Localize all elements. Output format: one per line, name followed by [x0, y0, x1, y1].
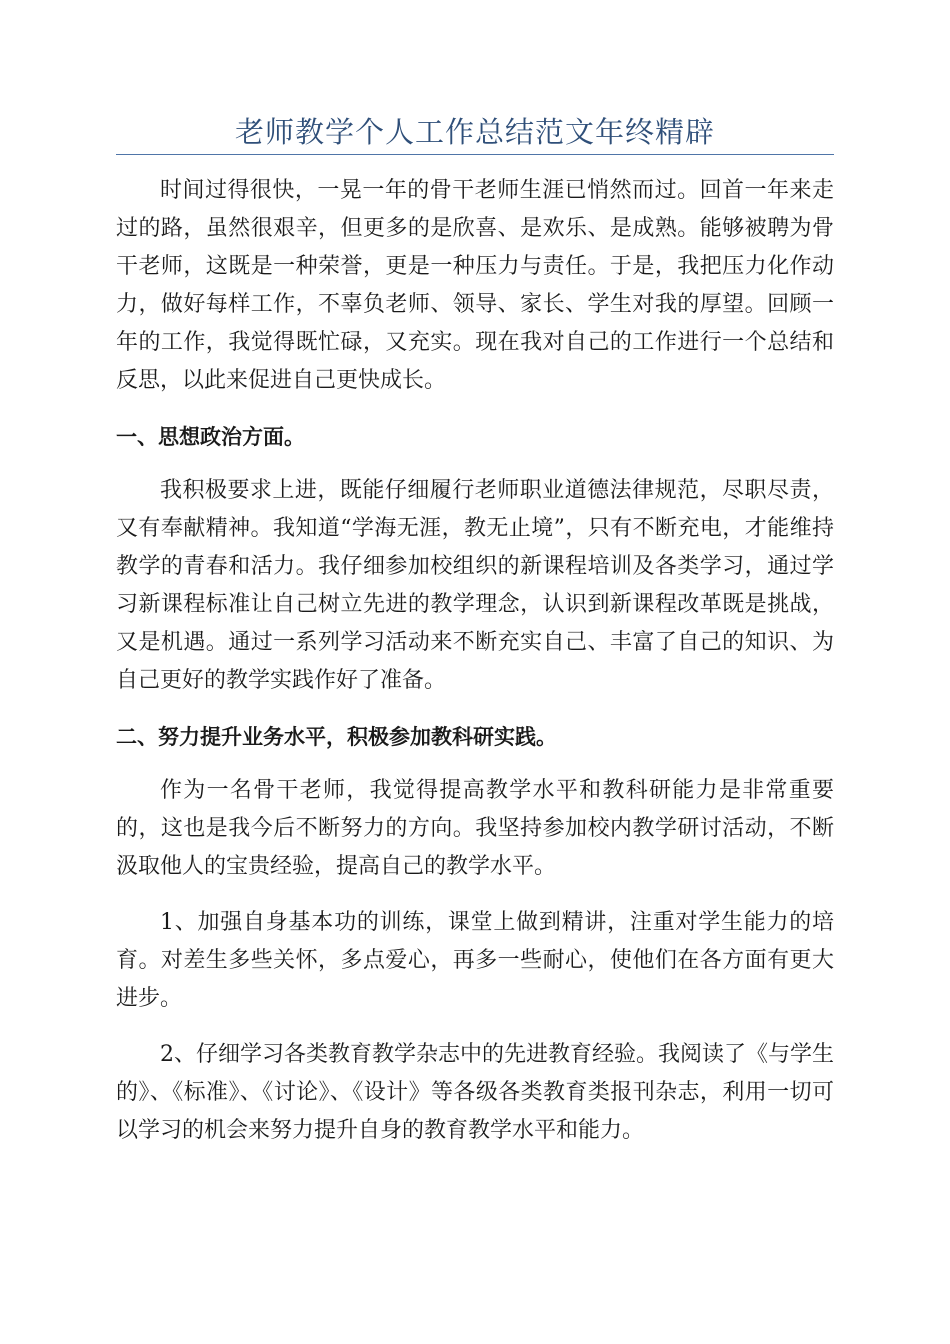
document-body — [116, 172, 834, 1150]
section-2-paragraph: 作为一名骨干老师，我觉得提高教学水平和教科研能力是非常重要的，这也是我今后不断努力的方向。我坚持参加校内教学研讨活动，不断汲取他人的宝贵经验，提高自己的教学水平。 — [116, 778, 834, 879]
section-2-item-1: 1、加强自身基本功的训练，课堂上做到精讲，注重对学生能力的培育。对差生多些关怀，多点爱心，再多一些耐心，使他们在各方面有更大进步。 — [116, 910, 834, 1011]
spacer — [116, 1018, 834, 1036]
spacer — [116, 456, 834, 472]
spacer — [116, 756, 834, 772]
spacer — [116, 886, 834, 904]
section-1-heading: 一、思想政治方面。 — [116, 425, 305, 449]
section-2-heading: 二、努力提升业务水平，积极参加教科研实践。 — [116, 725, 557, 749]
document-title: 老师教学个人工作总结范文年终精辟 — [234, 115, 715, 149]
intro-paragraph: 时间过得很快，一晃一年的骨干老师生涯已悄然而过。回首一年来走过的路，虽然很艰辛，但更多的是欣喜、是欢乐、是成熟。能够被聘为骨干老师，这既是一种荣誉，更是一种压力与责任。于是，我把压力化作动力，做好每样工作，不辜负老师、领导、家长、学生对我的厚望。回顾一年的工作，我觉得既忙碌，又充实。现在我对自己的工作进行一个总结和反思，以此来促进自己更快成长。 — [116, 178, 834, 393]
section-1-paragraph: 我积极要求上进，既能仔细履行老师职业道德法律规范，尽职尽责，又有奉献精神。我知道“学海无涯，教无止境”，只有不断充电，才能维持教学的青春和活力。我仔细参加校组织的新课程培训及各类学习，通过学习新课程标准让自己树立先进的教学理念，认识到新课程改革既是挑战，又是机遇。通过一系列学习活动来不断充实自己、丰富了自己的知识、为自己更好的教学实践作好了准备。 — [116, 478, 834, 693]
spacer — [116, 700, 834, 718]
title-underline — [116, 154, 834, 155]
section-2-item-2: 2、仔细学习各类教育教学杂志中的先进教育经验。我阅读了《与学生的》、《标准》、《讨论》、《设计》等各级各类教育类报刊杂志，利用一切可以学习的机会来努力提升自身的教育教学水平和能力。 — [116, 1042, 834, 1143]
spacer — [116, 400, 834, 418]
